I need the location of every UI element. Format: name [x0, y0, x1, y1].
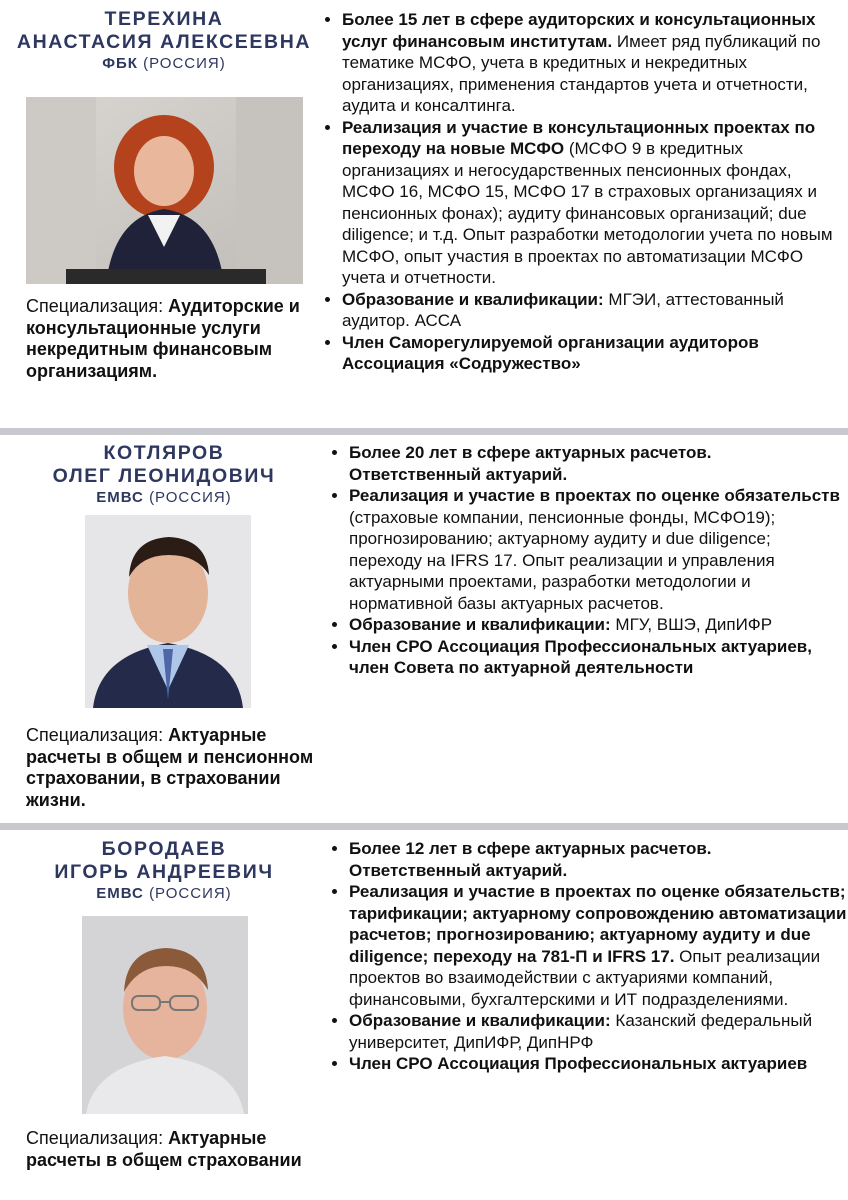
fact-item [349, 838, 847, 881]
fact-bold: Более 12 лет в сфере актуарных расчетов. Ответственный актуарий. [349, 839, 712, 880]
specialization [26, 1128, 321, 1171]
section-divider [0, 823, 848, 830]
fact-bold: Образование и квалификации: [342, 289, 604, 309]
fact-bold: Более 20 лет в сфере актуарных расчетов. Ответственный актуарий. [349, 443, 712, 484]
person-org [0, 54, 328, 74]
person-name-line2: ИГОРЬ АНДРЕЕВИЧ [54, 861, 274, 883]
fact-bold: Образование и квалификации: [349, 615, 611, 634]
specialization-value: Актуарные расчеты в общем страховании [26, 1128, 302, 1170]
fact-text: Опыт реализации проектов во взаимодействии с актуариями компаний, финансовыми, бухгалтерскими и ИТ подразделениями. [349, 946, 821, 1009]
fact-item [342, 9, 847, 117]
fact-text: (МСФО 9 в кредитных организациях и негосударственных пенсионных фондах, МСФО 16, МСФО 15, МСФО 17 в страховых организациях и пенсионных фонах); аудиту финансовых организаций; due diligence; и т.д. Опыт разработки методологии учета по новым МСФО, опыт участия в проектах по автоматизации МСФО учета и отчетности. [342, 139, 833, 287]
fact-item [349, 881, 847, 1010]
fact-text: Имеет ряд публикаций по тематике МСФО, учета в кредитных и некредитных организациях, применения стандартов учета и отчетности, аудита и консалтинга. [342, 31, 821, 115]
specialization [26, 725, 321, 811]
specialization-label: Специализация: [26, 725, 169, 745]
person-photo [85, 515, 251, 708]
person-org [0, 884, 328, 904]
specialization-value: Аудиторские и консультационные услуги некредитным финансовым организациям. [26, 296, 300, 381]
fact-bold: Член Саморегулируемой организации аудиторов Ассоциация «Содружество» [342, 332, 759, 373]
person-name-line1: КОТЛЯРОВ [103, 442, 225, 464]
specialization [26, 296, 321, 382]
person-card-borodaev [0, 830, 848, 1200]
org-name: ЕМВС [96, 489, 144, 506]
org-name: ФБК [102, 55, 138, 72]
fact-item [349, 442, 847, 485]
org-name: ЕМВС [96, 885, 144, 902]
fact-bold: Член СРО Ассоциация Профессиональных актуариев [349, 1054, 808, 1073]
specialization-value: Актуарные расчеты в общем и пенсионном страховании, в страховании жизни. [26, 725, 314, 810]
fact-text: МГУ, ВШЭ, ДипИФР [610, 615, 773, 634]
fact-item [342, 117, 847, 289]
fact-bold: Член СРО Ассоциация Профессиональных актуариев, член Совета по актуарной деятельности [349, 636, 812, 677]
fact-bold: Реализация и участие в консультационных проектах по переходу на новые МСФО [342, 117, 816, 158]
facts-list [329, 442, 847, 679]
facts-list [322, 9, 847, 375]
section-divider [0, 428, 848, 435]
fact-text: Казанский федеральный университет, ДипИФР, ДипНРФ [349, 1011, 813, 1052]
fact-item [349, 1010, 847, 1053]
fact-text: (страховые компании, пенсионные фонды, МСФО19); прогнозированию; актуарному аудиту и due diligence; переходу на IFRS 17. Опыт реализации и управления актуарными проектами, разработки методологии и нормативной базы актуарных расчетов. [349, 507, 776, 613]
facts-list [329, 838, 847, 1075]
person-name-line1: БОРОДАЕВ [101, 838, 227, 860]
fact-item [349, 636, 847, 679]
fact-item [349, 485, 847, 614]
fact-item [342, 289, 847, 332]
person-name-line1: ТЕРЕХИНА [104, 8, 224, 30]
specialization-label: Специализация: [26, 1128, 169, 1148]
fact-bold: Реализация и участие в проектах по оценке обязательств [349, 486, 840, 505]
fact-item [349, 614, 847, 636]
person-card-kotlyarov [0, 435, 848, 823]
fact-item [342, 332, 847, 375]
fact-bold: Образование и квалификации: [349, 1011, 611, 1030]
person-photo [26, 97, 303, 284]
fact-text: МГЭИ, аттестованный аудитор. АССА [342, 289, 784, 330]
fact-bold: Реализация и участие в проектах по оценке обязательств; тарификации; актуарному сопровождению автоматизации расчетов; прогнозированию; актуарному аудиту и due diligence; переходу на 781-П и IFRS 17. [349, 882, 847, 966]
specialization-label: Специализация: [26, 296, 169, 316]
fact-bold: Более 15 лет в сфере аудиторских и консультационных услуг финансовым институтам. [342, 10, 816, 51]
person-name-line2: ОЛЕГ ЛЕОНИДОВИЧ [52, 465, 276, 487]
person-photo [82, 916, 248, 1114]
person-card-terekhina [0, 0, 848, 428]
person-name-line2: АНАСТАСИЯ АЛЕКСЕЕВНА [16, 31, 312, 53]
org-country: (РОССИЯ) [143, 55, 226, 72]
org-country: (РОССИЯ) [149, 489, 232, 506]
person-org [0, 488, 328, 508]
fact-item [349, 1053, 847, 1075]
org-country: (РОССИЯ) [149, 885, 232, 902]
